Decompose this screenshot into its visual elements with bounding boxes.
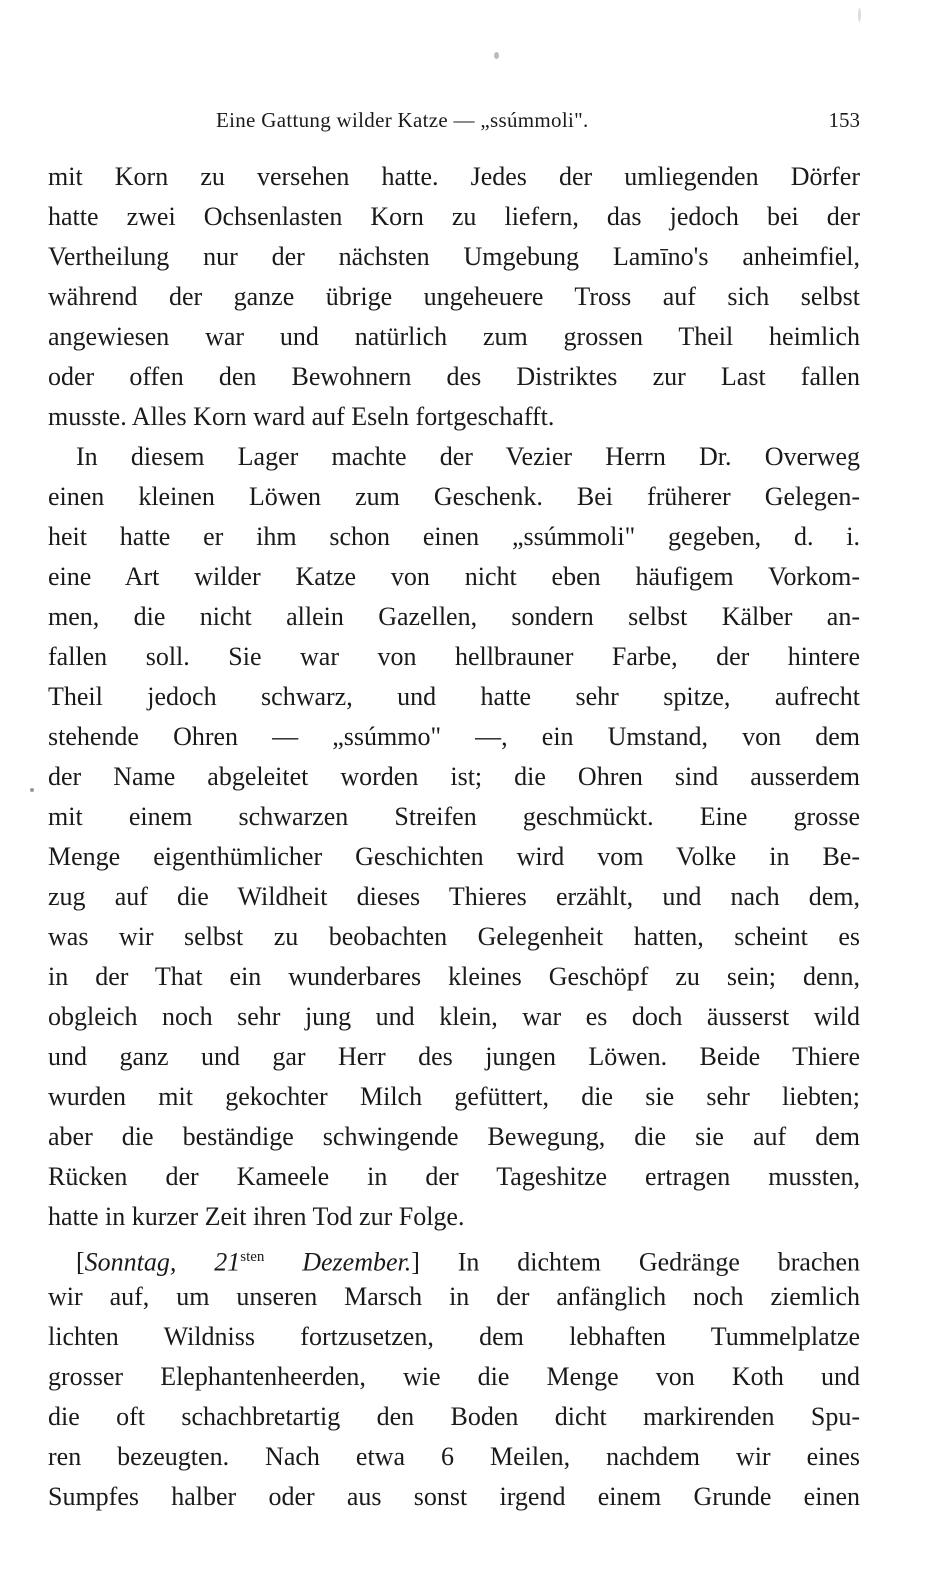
text-line: oder offen den Bewohnern des Distriktes zur Last fallen [48,362,860,391]
text-line: Vertheilung nur der nächsten Umgebung Lamīno's anheimfiel, [48,242,860,271]
open-bracket: [ [76,1247,85,1277]
text-line: was wir selbst zu beobachten Gelegenheit hatten, scheint es [48,922,860,951]
ink-speck [30,788,34,792]
close-bracket: ] [411,1247,420,1277]
ink-speck [858,8,861,22]
text-line: die oft schachbretartig den Boden dicht markirenden Spu- [48,1402,860,1431]
page-number: 153 [828,108,860,132]
body-text [48,157,860,1517]
text-line: hatte in kurzer Zeit ihren Tod zur Folge. [48,1202,465,1231]
text-line: Theil jedoch schwarz, und hatte sehr spitze, aufrecht [48,682,860,711]
text-line: einen kleinen Löwen zum Geschenk. Bei früherer Gelegen- [48,482,860,511]
text-line: In diesem Lager machte der Vezier Herrn Dr. Overweg [76,442,860,471]
text-line: und ganz und gar Herr des jungen Löwen. Beide Thiere [48,1042,860,1071]
dated-entry-line [48,1237,860,1277]
text-line: wir auf, um unseren Marsch in der anfänglich noch ziemlich [48,1282,860,1311]
text-line: der Name abgeleitet worden ist; die Ohren sind ausserdem [48,762,860,791]
text-line: men, die nicht allein Gazellen, sondern selbst Kälber an- [48,602,860,631]
text-line: mit einem schwarzen Streifen geschmückt. Eine grosse [48,802,860,831]
text-line: aber die beständige schwingende Bewegung, die sie auf dem [48,1122,860,1151]
text-line: angewiesen war und natürlich zum grossen Theil heimlich [48,322,860,351]
text-line: musste. Alles Korn ward auf Eseln fortgeschafft. [48,402,555,431]
text-line: Rücken der Kameele in der Tageshitze ertragen mussten, [48,1162,860,1191]
text-line: fallen soll. Sie war von hellbrauner Farbe, der hintere [48,642,860,671]
running-header [48,104,860,136]
ink-speck [494,52,499,59]
text-line: lichten Wildniss fortzusetzen, dem lebhaften Tummelplatze [48,1322,860,1351]
text-line: wurden mit gekochter Milch gefüttert, die sie sehr liebten; [48,1082,860,1111]
text-line: in der That ein wunderbares kleines Geschöpf zu sein; denn, [48,962,860,991]
text-line: hatte zwei Ochsenlasten Korn zu liefern, das jedoch bei der [48,202,860,231]
running-title: Eine Gattung wilder Katze — „ssúmmoli". [216,108,589,132]
text-line: eine Art wilder Katze von nicht eben häufigem Vorkom- [48,562,860,591]
text-line: während der ganze übrige ungeheuere Tross auf sich selbst [48,282,860,311]
text-line: Menge eigenthümlicher Geschichten wird vom Volke in Be- [48,842,860,871]
text-line: Sumpfes halber oder aus sonst irgend einem Grunde einen [48,1482,860,1511]
entry-date-month: Dezember. [264,1247,412,1277]
text-line: stehende Ohren — „ssúmmo" —, ein Umstand, von dem [48,722,860,751]
entry-text: In dichtem Gedränge brachen [419,1247,860,1277]
text-line: ren bezeugten. Nach etwa 6 Meilen, nachdem wir eines [48,1442,860,1471]
text-line: heit hatte er ihm schon einen „ssúmmoli" gegeben, d. i. [48,522,860,551]
text-line: grosser Elephantenheerden, wie die Menge von Koth und [48,1362,860,1391]
entry-date-superscript: sten [240,1249,265,1265]
text-line: mit Korn zu versehen hatte. Jedes der umliegenden Dörfer [48,162,860,191]
text-line: obgleich noch sehr jung und klein, war es doch äusserst wild [48,1002,860,1031]
entry-date-day: Sonntag, 21 [84,1247,241,1277]
text-line: zug auf die Wildheit dieses Thieres erzählt, und nach dem, [48,882,860,911]
